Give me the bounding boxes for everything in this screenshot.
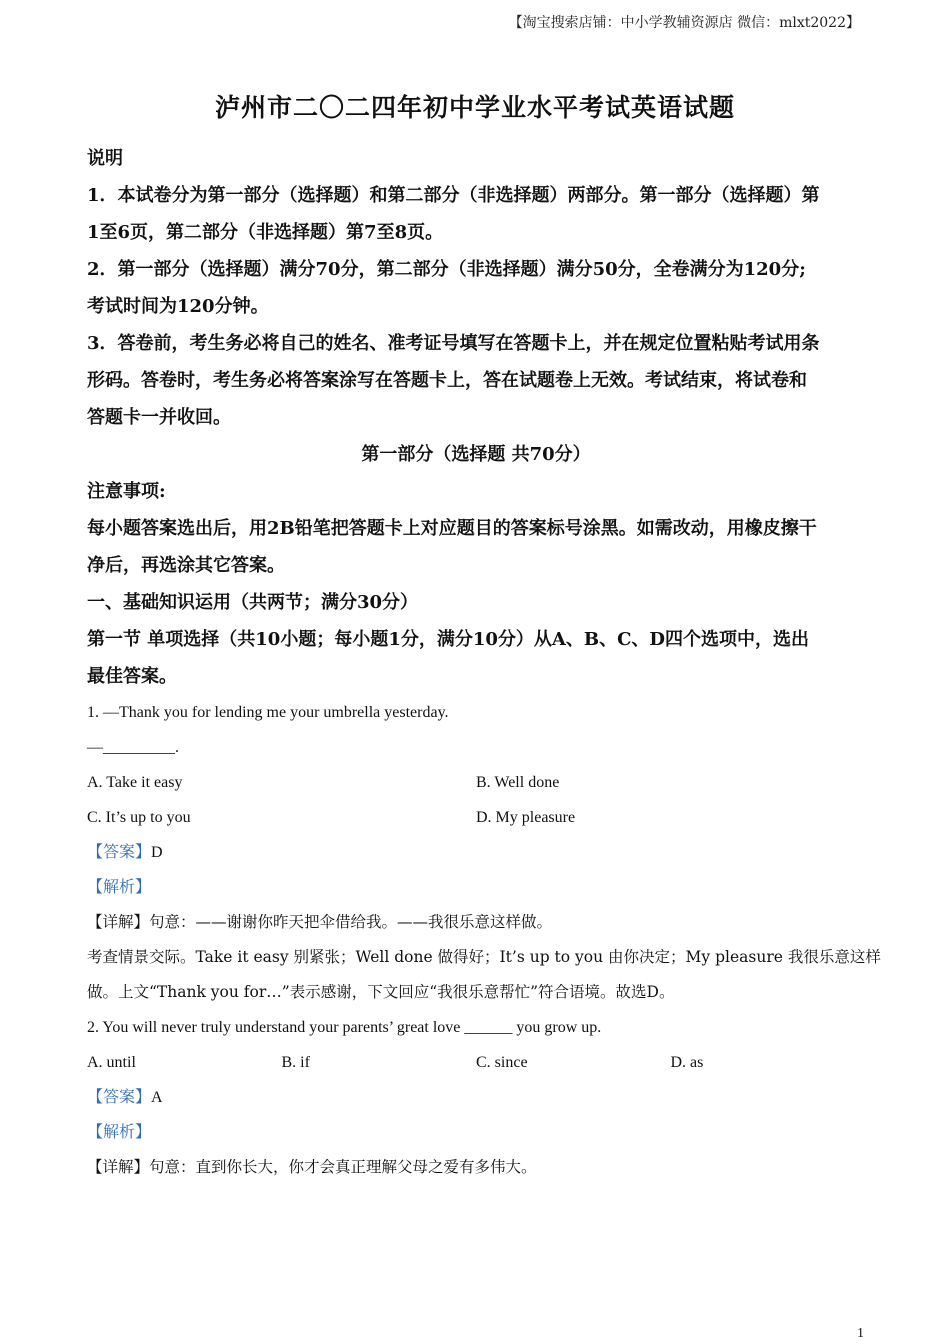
notice-heading: 注意事项:: [87, 481, 166, 502]
question-2: [87, 1010, 865, 1185]
subsection-line: 最佳答案。: [87, 666, 177, 687]
options-row: [87, 1045, 865, 1080]
header-note: 【淘宝搜索店铺：中小学教辅资源店 微信：mlxt2022】: [508, 15, 860, 31]
answer-tag: 【答案】: [87, 1089, 152, 1106]
answer-tag: 【答案】: [87, 844, 152, 861]
option-c: C. It’s up to you: [87, 809, 191, 826]
document-body: [87, 140, 881, 1185]
option-b: B. if: [281, 1054, 310, 1071]
option-d: D. as: [670, 1054, 704, 1071]
section-heading: 一、基础知识运用（共两节；满分30分）: [87, 592, 419, 613]
detail-line: 做。上文“Thank you for…”表示感谢，下文回应“我很乐意帮忙”符合语境。故选D。: [87, 983, 675, 1001]
detail-line: 【详解】句意：——谢谢你昨天把伞借给我。——我很乐意这样做。: [87, 913, 553, 931]
instruction-line: 考试时间为120分钟。: [87, 296, 269, 317]
part1-heading: 第一部分（选择题 共70分）: [361, 444, 591, 465]
option-a: A. until: [87, 1054, 136, 1071]
option-b: B. Well done: [476, 774, 560, 791]
question-stem-blank: —_________.: [87, 739, 179, 756]
page-title: 泸州市二〇二四年初中学业水平考试英语试题: [214, 93, 735, 122]
notice-line: 每小题答案选出后，用2B铅笔把答题卡上对应题目的答案标号涂黑。如需改动，用橡皮擦干: [87, 518, 817, 539]
instruction-line: 3．答卷前，考生务必将自己的姓名、准考证号填写在答题卡上，并在规定位置粘贴考试用条: [87, 333, 820, 354]
instruction-line: 1．本试卷分为第一部分（选择题）和第二部分（非选择题）两部分。第一部分（选择题）第: [87, 185, 820, 206]
options-row: [87, 800, 865, 835]
analysis-tag: 【解析】: [87, 879, 152, 896]
question-stem: 1. —Thank you for lending me your umbrella yesterday.: [87, 704, 449, 721]
options-row: [87, 765, 865, 800]
instruction-line: 答题卡一并收回。: [87, 407, 231, 428]
answer-value: A: [151, 1089, 163, 1106]
detail-line: 【详解】句意：直到你长大，你才会真正理解父母之爱有多伟大。: [87, 1158, 537, 1176]
instruction-line: 2．第一部分（选择题）满分70分，第二部分（非选择题）满分50分，全卷满分为120分;: [87, 259, 806, 280]
question-1: [87, 695, 881, 1010]
instruction-line: 1至6页，第二部分（非选择题）第7至8页。: [87, 222, 444, 243]
question-stem: 2. You will never truly understand your parents’ great love ______ you grow up.: [87, 1019, 602, 1036]
answer-value: D: [151, 844, 163, 861]
subsection-line: 第一节 单项选择（共10小题；每小题1分，满分10分）从A、B、C、D四个选项中，选出: [87, 629, 810, 650]
option-a: A. Take it easy: [87, 774, 183, 791]
option-d: D. My pleasure: [476, 809, 576, 826]
instructions-heading: 说明: [87, 148, 123, 169]
answer-line: [87, 835, 865, 870]
instruction-line: 形码。答卷时，考生务必将答案涂写在答题卡上，答在试题卷上无效。考试结束，将试卷和: [87, 370, 807, 391]
detail-line: 考查情景交际。Take it easy 别紧张；Well done 做得好；It’s up to you 由你决定；My pleasure 我很乐意这样: [87, 948, 881, 966]
analysis-tag: 【解析】: [87, 1124, 152, 1141]
option-c: C. since: [476, 1054, 528, 1071]
page-number: 1: [857, 1326, 864, 1341]
notice-line: 净后，再选涂其它答案。: [87, 555, 285, 576]
answer-line: [87, 1080, 865, 1115]
